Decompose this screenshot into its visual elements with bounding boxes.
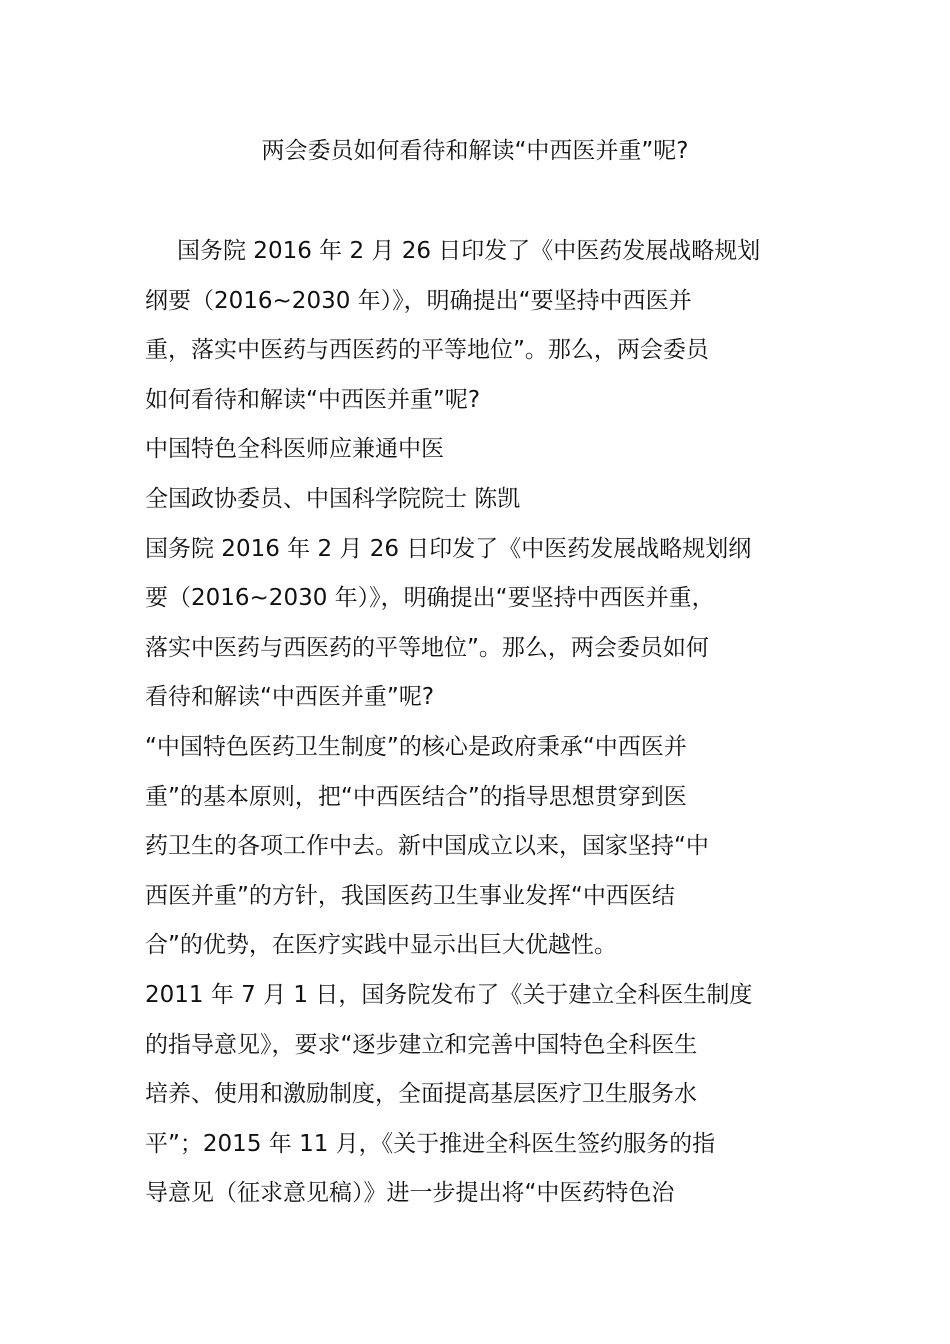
paragraph-line: 看待和解读“中西医并重”呢?: [145, 684, 435, 711]
paragraph-line: 重，落实中医药与西医药的平等地位”。那么，两会委员: [145, 337, 709, 364]
paragraph-line: 培养、使用和激励制度，全面提高基层医疗卫生服务水: [145, 1081, 697, 1108]
paragraph-line: 的指导意见》，要求“逐步建立和完善中国特色全科医生: [145, 1031, 698, 1058]
paragraph-line: 落实中医药与西医药的平等地位”。那么，两会委员如何: [145, 634, 709, 661]
paragraph-line: 国务院 2016 年 2 月 26 日印发了《中医药发展战略规划纲: [145, 535, 752, 562]
paragraph-line: 重”的基本原则，把“中西医结合”的指导思想贯穿到医: [145, 783, 687, 810]
paragraph-line: 国务院 2016 年 2 月 26 日印发了《中医药发展战略规划: [177, 238, 761, 264]
paragraph-line: 合”的优势，在医疗实践中显示出巨大优越性。: [145, 932, 617, 959]
document-body: [145, 227, 810, 1219]
paragraph-line: 2011 年 7 月 1 日，国务院发布了《关于建立全科医生制度: [145, 981, 753, 1008]
paragraph-line: “中国特色医药卫生制度”的核心是政府秉承“中西医并: [145, 733, 687, 760]
paragraph-line: 西医并重”的方针，我国医药卫生事业发挥“中西医结: [145, 882, 675, 909]
paragraph-line: 如何看待和解读“中西医并重”呢?: [145, 386, 481, 413]
paragraph-line: 纲要（2016~2030 年）》，明确提出“要坚持中西医并: [145, 287, 692, 314]
paragraph-line: 导意见（征求意见稿）》进一步提出将“中医药特色治: [145, 1180, 675, 1207]
section-heading: 中国特色全科医师应兼通中医: [145, 436, 444, 463]
document-title: 两会委员如何看待和解读“中西医并重”呢?: [261, 138, 689, 164]
paragraph-line: 药卫生的各项工作中去。新中国成立以来，国家坚持“中: [145, 833, 709, 860]
author-line: 全国政协委员、中国科学院院士 陈凯: [145, 485, 521, 512]
paragraph-line: 平”；2015 年 11 月，《关于推进全科医生签约服务的指: [145, 1130, 716, 1157]
paragraph-line: 要（2016~2030 年）》，明确提出“要坚持中西医并重，: [145, 585, 715, 612]
